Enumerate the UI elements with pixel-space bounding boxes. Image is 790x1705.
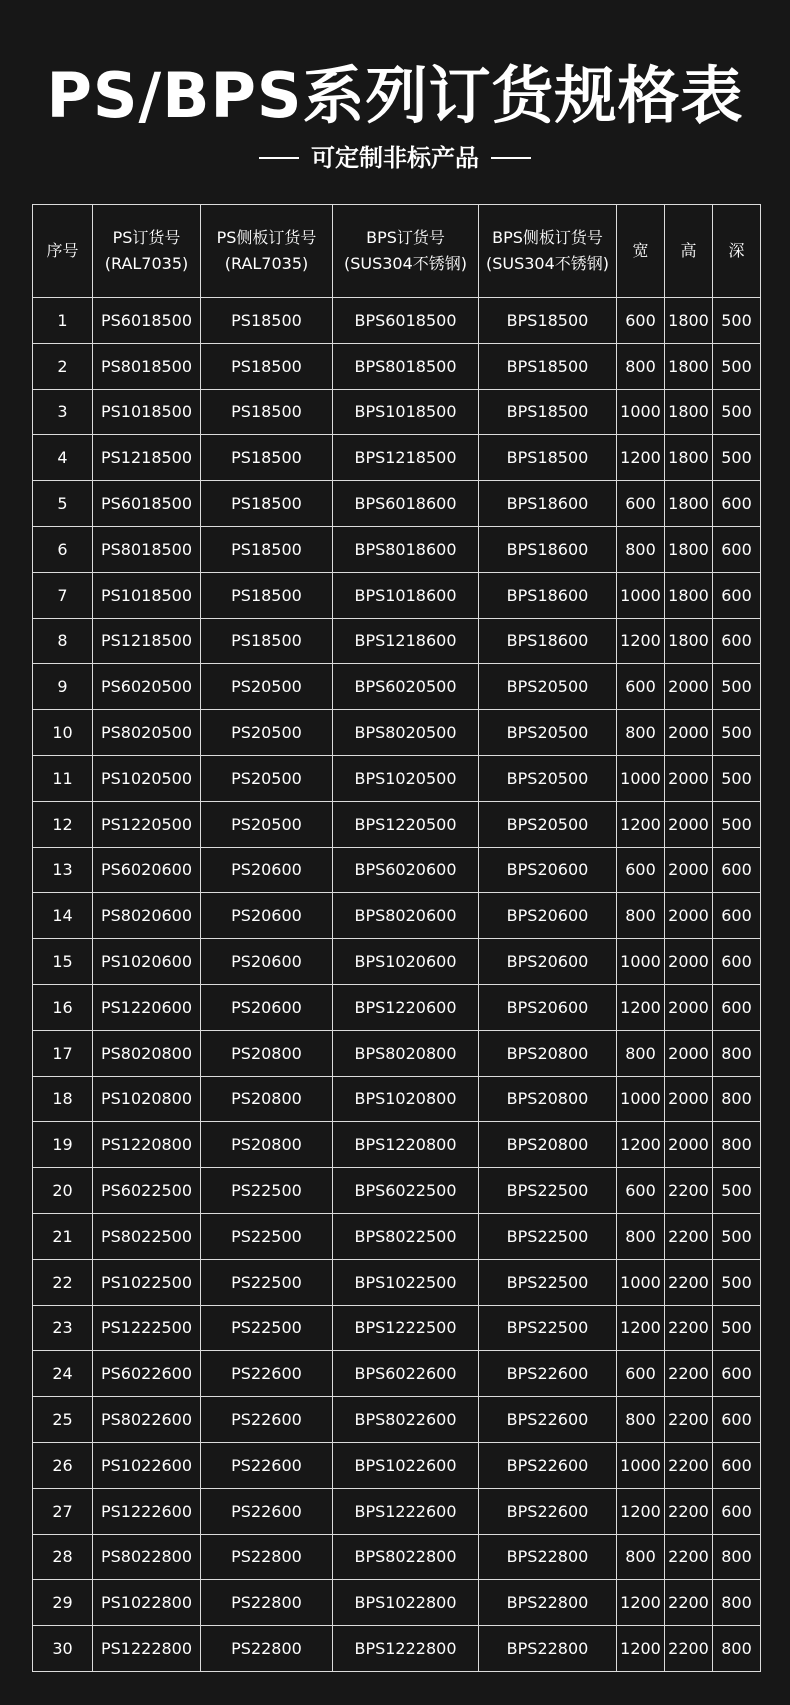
table-cell-col-height: 1800 <box>665 572 713 618</box>
table-cell-col-bps-side-panel-no: BPS22500 <box>479 1259 617 1305</box>
table-cell-col-ps-side-panel-no: PS22600 <box>201 1397 333 1443</box>
table-cell-col-width: 800 <box>617 710 665 756</box>
table-cell-col-ps-order-no: PS6022500 <box>93 1168 201 1214</box>
table-cell-col-height: 2000 <box>665 710 713 756</box>
table-cell-col-width: 1200 <box>617 801 665 847</box>
table-row <box>33 664 761 710</box>
subtitle-divider-right <box>491 157 531 159</box>
table-cell-col-ps-order-no: PS1222800 <box>93 1626 201 1672</box>
header-label: 深 <box>728 241 745 260</box>
table-cell-col-bps-side-panel-no: BPS18600 <box>479 572 617 618</box>
table-row <box>33 389 761 435</box>
table-cell-col-width: 1200 <box>617 435 665 481</box>
header-label: 序号 <box>46 241 79 260</box>
table-cell-col-depth: 800 <box>713 1534 761 1580</box>
table-cell-col-depth: 800 <box>713 1580 761 1626</box>
table-cell-col-height: 2200 <box>665 1168 713 1214</box>
table-cell-col-bps-order-no: BPS6022600 <box>333 1351 479 1397</box>
table-cell-col-depth: 600 <box>713 847 761 893</box>
table-cell-col-height: 1800 <box>665 298 713 344</box>
table-cell-col-depth: 600 <box>713 481 761 527</box>
table-row <box>33 572 761 618</box>
table-row <box>33 1213 761 1259</box>
table-cell-col-depth: 500 <box>713 664 761 710</box>
table-row <box>33 1351 761 1397</box>
table-cell-col-width: 1200 <box>617 1122 665 1168</box>
table-cell-col-ps-side-panel-no: PS18500 <box>201 618 333 664</box>
table-cell-col-bps-side-panel-no: BPS20500 <box>479 801 617 847</box>
table-cell-col-height: 2200 <box>665 1213 713 1259</box>
table-cell-col-ps-side-panel-no: PS20500 <box>201 801 333 847</box>
table-cell-col-ps-order-no: PS1218500 <box>93 618 201 664</box>
table-cell-col-bps-side-panel-no: BPS22500 <box>479 1213 617 1259</box>
table-cell-col-ps-order-no: PS8022600 <box>93 1397 201 1443</box>
subtitle-row <box>0 140 790 176</box>
table-cell-col-depth: 600 <box>713 984 761 1030</box>
table-cell-col-height: 2200 <box>665 1488 713 1534</box>
table-cell-col-ps-order-no: PS1220600 <box>93 984 201 1030</box>
table-cell-col-index: 9 <box>33 664 93 710</box>
table-cell-col-height: 2000 <box>665 893 713 939</box>
table-row <box>33 1305 761 1351</box>
table-cell-col-height: 2000 <box>665 664 713 710</box>
table-cell-col-height: 1800 <box>665 435 713 481</box>
spec-table <box>32 204 761 1672</box>
table-row <box>33 1259 761 1305</box>
header-col-depth <box>713 205 761 298</box>
table-cell-col-ps-side-panel-no: PS20500 <box>201 755 333 801</box>
table-cell-col-height: 2200 <box>665 1305 713 1351</box>
table-cell-col-index: 2 <box>33 343 93 389</box>
table-cell-col-ps-order-no: PS1218500 <box>93 435 201 481</box>
table-cell-col-width: 1200 <box>617 1580 665 1626</box>
table-cell-col-bps-order-no: BPS1020800 <box>333 1076 479 1122</box>
table-cell-col-ps-order-no: PS8020800 <box>93 1030 201 1076</box>
table-cell-col-ps-side-panel-no: PS20600 <box>201 893 333 939</box>
table-cell-col-depth: 600 <box>713 1351 761 1397</box>
table-cell-col-ps-order-no: PS1020600 <box>93 939 201 985</box>
table-cell-col-index: 18 <box>33 1076 93 1122</box>
table-cell-col-index: 10 <box>33 710 93 756</box>
table-cell-col-depth: 600 <box>713 1488 761 1534</box>
table-cell-col-ps-order-no: PS1022800 <box>93 1580 201 1626</box>
table-row <box>33 710 761 756</box>
table-cell-col-ps-side-panel-no: PS22500 <box>201 1168 333 1214</box>
table-cell-col-bps-side-panel-no: BPS20600 <box>479 984 617 1030</box>
table-cell-col-depth: 600 <box>713 572 761 618</box>
table-cell-col-ps-side-panel-no: PS18500 <box>201 389 333 435</box>
table-cell-col-height: 2000 <box>665 801 713 847</box>
table-cell-col-bps-order-no: BPS1220800 <box>333 1122 479 1168</box>
table-header-row <box>33 205 761 298</box>
page-title: PS/BPS系列订货规格表 <box>46 59 744 132</box>
table-cell-col-ps-side-panel-no: PS22600 <box>201 1488 333 1534</box>
table-cell-col-width: 1200 <box>617 1488 665 1534</box>
table-row <box>33 1442 761 1488</box>
table-cell-col-bps-side-panel-no: BPS18600 <box>479 481 617 527</box>
table-cell-col-bps-order-no: BPS1218600 <box>333 618 479 664</box>
header-col-height <box>665 205 713 298</box>
table-cell-col-index: 21 <box>33 1213 93 1259</box>
table-cell-col-height: 1800 <box>665 618 713 664</box>
table-cell-col-bps-order-no: BPS8018500 <box>333 343 479 389</box>
table-cell-col-ps-side-panel-no: PS22500 <box>201 1213 333 1259</box>
table-row <box>33 435 761 481</box>
table-cell-col-bps-order-no: BPS6018600 <box>333 481 479 527</box>
table-cell-col-bps-order-no: BPS1018600 <box>333 572 479 618</box>
table-cell-col-bps-order-no: BPS6022500 <box>333 1168 479 1214</box>
table-cell-col-ps-order-no: PS6020600 <box>93 847 201 893</box>
table-row <box>33 1488 761 1534</box>
table-cell-col-ps-side-panel-no: PS18500 <box>201 343 333 389</box>
header-sublabel: (RAL7035) <box>104 254 189 273</box>
table-cell-col-index: 4 <box>33 435 93 481</box>
header-label: 高 <box>680 241 697 260</box>
table-cell-col-ps-side-panel-no: PS18500 <box>201 435 333 481</box>
table-cell-col-height: 1800 <box>665 526 713 572</box>
table-cell-col-ps-side-panel-no: PS22600 <box>201 1442 333 1488</box>
table-cell-col-width: 1200 <box>617 1305 665 1351</box>
table-cell-col-bps-side-panel-no: BPS18500 <box>479 435 617 481</box>
table-cell-col-width: 1200 <box>617 618 665 664</box>
table-cell-col-height: 2200 <box>665 1534 713 1580</box>
table-cell-col-ps-order-no: PS8020600 <box>93 893 201 939</box>
table-cell-col-depth: 500 <box>713 298 761 344</box>
table-cell-col-bps-order-no: BPS6020600 <box>333 847 479 893</box>
table-cell-col-ps-side-panel-no: PS18500 <box>201 481 333 527</box>
table-cell-col-ps-order-no: PS1022500 <box>93 1259 201 1305</box>
table-cell-col-depth: 800 <box>713 1076 761 1122</box>
header-col-bps-order-no <box>333 205 479 298</box>
header-label: PS订货号 <box>112 228 181 247</box>
table-cell-col-index: 15 <box>33 939 93 985</box>
table-cell-col-bps-side-panel-no: BPS18500 <box>479 389 617 435</box>
table-cell-col-bps-order-no: BPS1220600 <box>333 984 479 1030</box>
header-sublabel: (RAL7035) <box>224 254 309 273</box>
table-cell-col-index: 23 <box>33 1305 93 1351</box>
table-row <box>33 481 761 527</box>
table-cell-col-width: 600 <box>617 664 665 710</box>
table-cell-col-width: 600 <box>617 298 665 344</box>
table-cell-col-ps-order-no: PS8018500 <box>93 526 201 572</box>
table-cell-col-width: 1000 <box>617 1076 665 1122</box>
table-cell-col-bps-side-panel-no: BPS22800 <box>479 1534 617 1580</box>
table-row <box>33 755 761 801</box>
header-col-index <box>33 205 93 298</box>
table-cell-col-depth: 800 <box>713 1030 761 1076</box>
table-cell-col-index: 8 <box>33 618 93 664</box>
table-cell-col-ps-order-no: PS1222600 <box>93 1488 201 1534</box>
table-cell-col-index: 11 <box>33 755 93 801</box>
table-cell-col-width: 600 <box>617 847 665 893</box>
table-cell-col-index: 13 <box>33 847 93 893</box>
table-cell-col-ps-order-no: PS8020500 <box>93 710 201 756</box>
table-cell-col-ps-order-no: PS6020500 <box>93 664 201 710</box>
table-body <box>33 298 761 1672</box>
table-cell-col-width: 800 <box>617 1397 665 1443</box>
table-cell-col-ps-side-panel-no: PS20500 <box>201 710 333 756</box>
table-row <box>33 1580 761 1626</box>
table-cell-col-bps-side-panel-no: BPS20600 <box>479 847 617 893</box>
header-col-ps-side-panel-no <box>201 205 333 298</box>
table-cell-col-index: 16 <box>33 984 93 1030</box>
table-cell-col-bps-side-panel-no: BPS20600 <box>479 893 617 939</box>
table-cell-col-bps-order-no: BPS6020500 <box>333 664 479 710</box>
table-cell-col-bps-side-panel-no: BPS18500 <box>479 298 617 344</box>
table-cell-col-width: 1000 <box>617 572 665 618</box>
page-subtitle: 可定制非标产品 <box>311 144 479 172</box>
table-cell-col-height: 2200 <box>665 1351 713 1397</box>
table-row <box>33 1168 761 1214</box>
table-cell-col-height: 2000 <box>665 984 713 1030</box>
table-cell-col-width: 1000 <box>617 1259 665 1305</box>
header-col-bps-side-panel-no <box>479 205 617 298</box>
table-cell-col-width: 800 <box>617 343 665 389</box>
table-cell-col-bps-order-no: BPS1222600 <box>333 1488 479 1534</box>
table-cell-col-depth: 500 <box>713 1168 761 1214</box>
table-cell-col-bps-order-no: BPS8020800 <box>333 1030 479 1076</box>
table-cell-col-bps-side-panel-no: BPS20800 <box>479 1122 617 1168</box>
table-cell-col-ps-order-no: PS1018500 <box>93 389 201 435</box>
table-cell-col-index: 25 <box>33 1397 93 1443</box>
table-cell-col-width: 800 <box>617 893 665 939</box>
table-row <box>33 618 761 664</box>
table-cell-col-index: 26 <box>33 1442 93 1488</box>
table-cell-col-index: 6 <box>33 526 93 572</box>
table-row <box>33 939 761 985</box>
table-cell-col-depth: 500 <box>713 1213 761 1259</box>
table-cell-col-ps-order-no: PS6022600 <box>93 1351 201 1397</box>
table-cell-col-depth: 500 <box>713 435 761 481</box>
header-sublabel: (SUS304不锈钢) <box>485 254 610 273</box>
table-cell-col-bps-order-no: BPS8018600 <box>333 526 479 572</box>
table-cell-col-index: 1 <box>33 298 93 344</box>
table-cell-col-bps-side-panel-no: BPS22600 <box>479 1351 617 1397</box>
table-cell-col-depth: 600 <box>713 618 761 664</box>
table-cell-col-bps-side-panel-no: BPS22800 <box>479 1626 617 1672</box>
table-cell-col-bps-order-no: BPS8022500 <box>333 1213 479 1259</box>
table-cell-col-ps-side-panel-no: PS20600 <box>201 939 333 985</box>
table-cell-col-ps-side-panel-no: PS20800 <box>201 1076 333 1122</box>
table-cell-col-height: 2000 <box>665 1122 713 1168</box>
table-cell-col-bps-side-panel-no: BPS20800 <box>479 1030 617 1076</box>
table-cell-col-ps-side-panel-no: PS18500 <box>201 526 333 572</box>
header-col-ps-order-no <box>93 205 201 298</box>
table-cell-col-depth: 800 <box>713 1122 761 1168</box>
table-cell-col-depth: 500 <box>713 1259 761 1305</box>
table-cell-col-index: 7 <box>33 572 93 618</box>
table-cell-col-width: 800 <box>617 1030 665 1076</box>
table-cell-col-index: 28 <box>33 1534 93 1580</box>
table-cell-col-height: 2200 <box>665 1259 713 1305</box>
table-cell-col-bps-order-no: BPS8020500 <box>333 710 479 756</box>
header-label: BPS订货号 <box>366 228 445 247</box>
table-cell-col-ps-side-panel-no: PS18500 <box>201 298 333 344</box>
table-cell-col-bps-side-panel-no: BPS22600 <box>479 1488 617 1534</box>
table-cell-col-index: 17 <box>33 1030 93 1076</box>
table-cell-col-ps-order-no: PS1220800 <box>93 1122 201 1168</box>
table-row <box>33 984 761 1030</box>
table-cell-col-ps-side-panel-no: PS20800 <box>201 1030 333 1076</box>
table-cell-col-height: 1800 <box>665 481 713 527</box>
table-cell-col-bps-order-no: BPS1020500 <box>333 755 479 801</box>
table-cell-col-bps-side-panel-no: BPS22500 <box>479 1305 617 1351</box>
table-cell-col-bps-side-panel-no: BPS18600 <box>479 618 617 664</box>
table-row <box>33 1534 761 1580</box>
table-cell-col-width: 600 <box>617 1351 665 1397</box>
table-cell-col-ps-order-no: PS1020500 <box>93 755 201 801</box>
table-cell-col-ps-order-no: PS8022500 <box>93 1213 201 1259</box>
table-cell-col-ps-side-panel-no: PS22600 <box>201 1351 333 1397</box>
table-cell-col-width: 600 <box>617 1168 665 1214</box>
table-cell-col-depth: 500 <box>713 710 761 756</box>
table-cell-col-height: 2000 <box>665 1076 713 1122</box>
table-cell-col-height: 2000 <box>665 939 713 985</box>
table-cell-col-width: 800 <box>617 1213 665 1259</box>
table-cell-col-ps-order-no: PS1222500 <box>93 1305 201 1351</box>
table-cell-col-bps-order-no: BPS1022500 <box>333 1259 479 1305</box>
table-cell-col-index: 5 <box>33 481 93 527</box>
table-cell-col-bps-side-panel-no: BPS22600 <box>479 1442 617 1488</box>
table-cell-col-width: 600 <box>617 481 665 527</box>
table-cell-col-depth: 500 <box>713 1305 761 1351</box>
table-cell-col-ps-side-panel-no: PS20500 <box>201 664 333 710</box>
table-cell-col-ps-order-no: PS1220500 <box>93 801 201 847</box>
table-row <box>33 1397 761 1443</box>
table-cell-col-bps-side-panel-no: BPS22500 <box>479 1168 617 1214</box>
table-cell-col-depth: 500 <box>713 801 761 847</box>
table-cell-col-width: 1200 <box>617 984 665 1030</box>
table-cell-col-ps-order-no: PS1022600 <box>93 1442 201 1488</box>
header-sublabel: (SUS304不锈钢) <box>343 254 468 273</box>
table-cell-col-bps-side-panel-no: BPS22800 <box>479 1580 617 1626</box>
table-cell-col-bps-order-no: BPS6018500 <box>333 298 479 344</box>
table-cell-col-width: 800 <box>617 1534 665 1580</box>
table-cell-col-ps-side-panel-no: PS22500 <box>201 1259 333 1305</box>
table-row <box>33 1076 761 1122</box>
table-cell-col-ps-order-no: PS6018500 <box>93 481 201 527</box>
table-cell-col-width: 800 <box>617 526 665 572</box>
table-cell-col-bps-order-no: BPS1020600 <box>333 939 479 985</box>
table-cell-col-depth: 800 <box>713 1626 761 1672</box>
table-cell-col-depth: 500 <box>713 343 761 389</box>
table-row <box>33 801 761 847</box>
table-cell-col-depth: 500 <box>713 389 761 435</box>
table-cell-col-ps-side-panel-no: PS20800 <box>201 1122 333 1168</box>
table-cell-col-height: 1800 <box>665 343 713 389</box>
table-cell-col-height: 2000 <box>665 1030 713 1076</box>
table-cell-col-width: 1000 <box>617 755 665 801</box>
table-cell-col-depth: 600 <box>713 939 761 985</box>
table-cell-col-width: 1000 <box>617 939 665 985</box>
header-col-width <box>617 205 665 298</box>
table-cell-col-depth: 600 <box>713 1442 761 1488</box>
table-cell-col-ps-side-panel-no: PS22800 <box>201 1626 333 1672</box>
table-cell-col-bps-order-no: BPS1018500 <box>333 389 479 435</box>
table-cell-col-bps-order-no: BPS1222500 <box>333 1305 479 1351</box>
table-cell-col-height: 1800 <box>665 389 713 435</box>
table-row <box>33 343 761 389</box>
table-cell-col-ps-side-panel-no: PS20600 <box>201 984 333 1030</box>
table-cell-col-height: 2000 <box>665 755 713 801</box>
header-label: PS侧板订货号 <box>216 228 317 247</box>
table-cell-col-bps-side-panel-no: BPS18500 <box>479 343 617 389</box>
table-cell-col-width: 1200 <box>617 1626 665 1672</box>
header-label: BPS侧板订货号 <box>492 228 603 247</box>
table-cell-col-ps-order-no: PS8018500 <box>93 343 201 389</box>
table-cell-col-bps-order-no: BPS1222800 <box>333 1626 479 1672</box>
table-row <box>33 1122 761 1168</box>
header-label: 宽 <box>632 241 649 260</box>
table-cell-col-bps-order-no: BPS8022800 <box>333 1534 479 1580</box>
table-cell-col-bps-order-no: BPS1218500 <box>333 435 479 481</box>
table-cell-col-bps-order-no: BPS8020600 <box>333 893 479 939</box>
table-cell-col-depth: 500 <box>713 755 761 801</box>
table-cell-col-ps-order-no: PS1018500 <box>93 572 201 618</box>
table-cell-col-ps-side-panel-no: PS22800 <box>201 1534 333 1580</box>
table-row <box>33 847 761 893</box>
table-cell-col-bps-side-panel-no: BPS20500 <box>479 755 617 801</box>
table-cell-col-depth: 600 <box>713 1397 761 1443</box>
table-cell-col-bps-side-panel-no: BPS18600 <box>479 526 617 572</box>
subtitle-divider-left <box>259 157 299 159</box>
table-cell-col-index: 3 <box>33 389 93 435</box>
table-cell-col-bps-side-panel-no: BPS20800 <box>479 1076 617 1122</box>
table-row <box>33 526 761 572</box>
table-cell-col-index: 14 <box>33 893 93 939</box>
table-cell-col-depth: 600 <box>713 893 761 939</box>
table-cell-col-height: 2200 <box>665 1580 713 1626</box>
table-cell-col-bps-order-no: BPS1220500 <box>333 801 479 847</box>
table-cell-col-index: 27 <box>33 1488 93 1534</box>
table-cell-col-depth: 600 <box>713 526 761 572</box>
table-row <box>33 1030 761 1076</box>
table-cell-col-index: 20 <box>33 1168 93 1214</box>
table-cell-col-width: 1000 <box>617 1442 665 1488</box>
table-row <box>33 1626 761 1672</box>
table-cell-col-height: 2200 <box>665 1397 713 1443</box>
table-cell-col-bps-side-panel-no: BPS20500 <box>479 664 617 710</box>
table-cell-col-height: 2200 <box>665 1442 713 1488</box>
table-cell-col-bps-side-panel-no: BPS20500 <box>479 710 617 756</box>
table-cell-col-bps-side-panel-no: BPS20600 <box>479 939 617 985</box>
table-cell-col-ps-side-panel-no: PS22500 <box>201 1305 333 1351</box>
table-cell-col-width: 1000 <box>617 389 665 435</box>
table-cell-col-bps-side-panel-no: BPS22600 <box>479 1397 617 1443</box>
table-cell-col-index: 30 <box>33 1626 93 1672</box>
table-cell-col-index: 29 <box>33 1580 93 1626</box>
table-cell-col-index: 19 <box>33 1122 93 1168</box>
table-cell-col-ps-order-no: PS1020800 <box>93 1076 201 1122</box>
table-cell-col-ps-side-panel-no: PS22800 <box>201 1580 333 1626</box>
table-cell-col-bps-order-no: BPS1022600 <box>333 1442 479 1488</box>
table-cell-col-height: 2200 <box>665 1626 713 1672</box>
table-cell-col-ps-order-no: PS8022800 <box>93 1534 201 1580</box>
table-cell-col-ps-side-panel-no: PS20600 <box>201 847 333 893</box>
table-cell-col-index: 12 <box>33 801 93 847</box>
table-cell-col-index: 24 <box>33 1351 93 1397</box>
table-row <box>33 893 761 939</box>
table-row <box>33 298 761 344</box>
table-cell-col-bps-order-no: BPS1022800 <box>333 1580 479 1626</box>
table-cell-col-bps-order-no: BPS8022600 <box>333 1397 479 1443</box>
table-cell-col-ps-side-panel-no: PS18500 <box>201 572 333 618</box>
table-cell-col-ps-order-no: PS6018500 <box>93 298 201 344</box>
table-cell-col-index: 22 <box>33 1259 93 1305</box>
table-cell-col-height: 2000 <box>665 847 713 893</box>
